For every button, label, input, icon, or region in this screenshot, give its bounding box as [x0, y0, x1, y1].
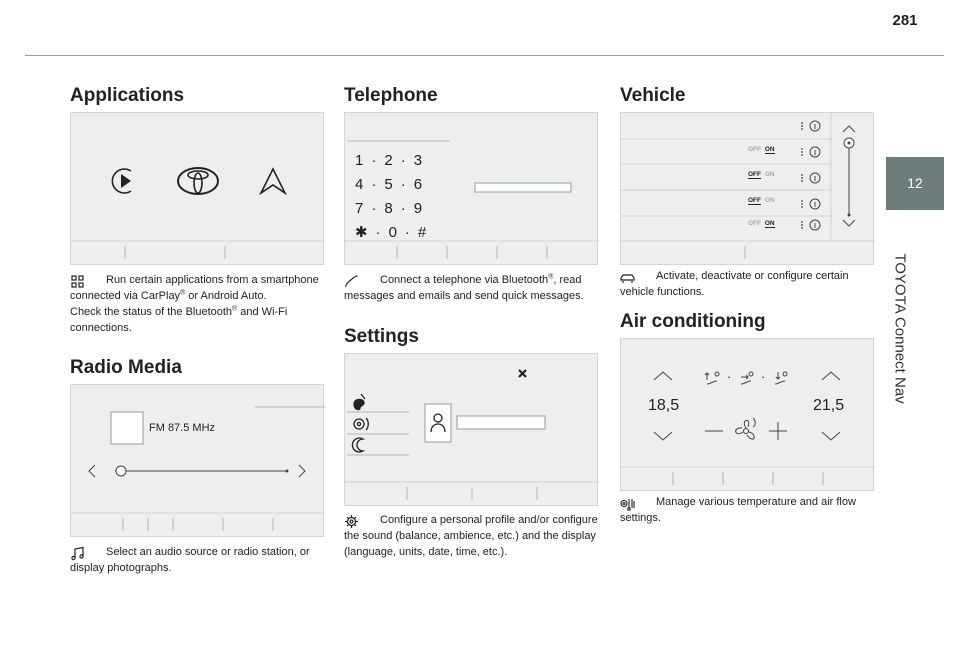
temp-left-up-icon[interactable] [654, 372, 672, 380]
close-icon[interactable] [519, 370, 526, 377]
key-3[interactable]: 3 [413, 152, 423, 169]
toggle-off-label: OFF [748, 220, 761, 227]
key-8[interactable]: 8 [384, 200, 393, 217]
settings-description [344, 512, 600, 560]
key-7[interactable]: 7 [355, 200, 364, 217]
applications-description [70, 272, 324, 336]
chapter-tab: 12 [886, 157, 944, 210]
key-1[interactable]: 1 [355, 152, 364, 169]
key-separator: · [375, 224, 381, 241]
key-hash[interactable]: # [417, 224, 427, 241]
vehicle-desc-text: Activate, deactivate or configure certain vehicle functions. [620, 270, 849, 298]
settings-title: Settings [344, 326, 419, 347]
toggle-switch[interactable] [748, 197, 775, 204]
next-arrow-icon[interactable] [299, 465, 305, 477]
applications-desc-3: Check the status of the Bluetooth [70, 306, 233, 318]
info-icon[interactable] [810, 173, 820, 183]
page-number: 281 [892, 12, 918, 29]
theme-palette-icon[interactable] [354, 394, 365, 410]
android-auto-icon[interactable] [261, 169, 285, 193]
profile-card[interactable] [425, 404, 451, 442]
registered-mark: ® [232, 305, 238, 313]
telephone-description [344, 272, 600, 304]
radio-media-screen [70, 384, 324, 537]
key-separator: · [371, 176, 377, 193]
airflow-up-icon[interactable] [705, 372, 719, 384]
applications-screen [70, 112, 324, 265]
telephone-screen [344, 112, 598, 265]
airflow-separator: · [727, 369, 732, 384]
radio-media-title: Radio Media [70, 357, 182, 378]
temperature-right: 21,5 [813, 397, 845, 414]
airflow-separator: · [761, 369, 766, 384]
registered-mark: ® [548, 273, 554, 281]
fan-increase-icon[interactable] [769, 422, 787, 440]
temperature-left: 18,5 [648, 397, 680, 414]
key-separator: · [400, 200, 406, 217]
key-star[interactable]: ✱ [355, 224, 368, 241]
row-menu-icon[interactable] [801, 174, 803, 182]
air-conditioning-desc-text: Manage various temperature and air flow settings. [620, 496, 856, 524]
vehicle-title: Vehicle [620, 85, 686, 106]
chapter-title: TOYOTA Connect Nav [891, 253, 909, 404]
number-display-field[interactable] [475, 183, 571, 192]
row-menu-icon[interactable] [801, 200, 803, 208]
radio-media-desc-text: Select an audio source or radio station, or display photographs. [70, 546, 310, 574]
key-4[interactable]: 4 [355, 176, 364, 193]
vehicle-description [620, 268, 874, 300]
fan-speed-icon[interactable] [736, 418, 756, 439]
car-icon [620, 270, 635, 285]
row-menu-icon[interactable] [801, 122, 803, 130]
info-icon[interactable] [810, 121, 820, 131]
temp-right-down-icon[interactable] [822, 432, 840, 440]
toyota-logo-icon[interactable] [178, 168, 218, 194]
info-icon[interactable] [810, 220, 820, 230]
station-frequency: FM 87.5 MHz [149, 422, 216, 434]
key-separator: · [400, 176, 406, 193]
climate-control-icon [620, 496, 638, 511]
phone-handset-icon [344, 274, 359, 289]
telephone-desc-1: Connect a telephone via Bluetooth [380, 274, 549, 286]
slider-end-dot [286, 470, 289, 473]
key-6[interactable]: 6 [413, 176, 423, 193]
chapter-label [880, 220, 920, 460]
scrollbar-end-dot [848, 214, 851, 217]
applications-title: Applications [70, 85, 185, 106]
toggle-off-label: OFF [748, 146, 761, 153]
key-9[interactable]: 9 [413, 200, 423, 217]
toggle-on-label: ON [764, 197, 775, 204]
dial-keypad [355, 149, 426, 245]
telephone-title: Telephone [344, 85, 438, 106]
key-separator: · [404, 224, 410, 241]
toggle-switch[interactable] [748, 171, 775, 178]
toggle-switch[interactable] [748, 220, 775, 227]
key-separator: · [371, 200, 377, 217]
scroll-down-icon[interactable] [843, 220, 855, 226]
key-2[interactable]: 2 [384, 152, 393, 169]
header-rule [25, 55, 944, 56]
row-menu-icon[interactable] [801, 148, 803, 156]
telephone-desc-2: , read messages and emails and send quick messages. [344, 274, 584, 302]
toggle-off-label: OFF [748, 197, 761, 204]
settings-desc-text: Configure a personal profile and/or configure the sound (balance, ambience, etc.) and the display (language, units, date, time, etc.). [344, 514, 598, 558]
previous-arrow-icon[interactable] [89, 465, 95, 477]
night-mode-icon[interactable] [352, 438, 363, 452]
temp-right-up-icon[interactable] [822, 372, 840, 380]
vehicle-screen [620, 112, 874, 265]
profile-name-field[interactable] [457, 416, 545, 429]
air-conditioning-screen [620, 338, 874, 491]
key-separator: · [400, 152, 406, 169]
toggle-off-label: OFF [748, 171, 761, 178]
frequency-slider-knob[interactable] [116, 466, 126, 476]
scrollbar-thumb-dot [848, 142, 851, 145]
toggle-on-label: ON [764, 220, 775, 227]
radio-media-description [70, 544, 326, 576]
applications-desc-1: Run certain applications from a smartphone connected via CarPlay [70, 274, 319, 302]
toggle-on-label: ON [764, 171, 775, 178]
air-conditioning-description [620, 494, 876, 526]
sound-settings-icon[interactable] [354, 418, 368, 430]
scroll-up-icon[interactable] [843, 126, 855, 132]
row-menu-icon[interactable] [801, 221, 803, 229]
key-5[interactable]: 5 [384, 176, 393, 193]
applications-desc-4: and Wi-Fi connections. [70, 306, 288, 334]
registered-mark: ® [180, 289, 186, 297]
toggle-switch[interactable] [748, 146, 775, 153]
key-0[interactable]: 0 [388, 224, 397, 241]
airflow-down-icon[interactable] [775, 372, 787, 384]
station-artwork [111, 412, 143, 444]
key-separator: · [371, 152, 377, 169]
applications-desc-2: or Android Auto. [185, 290, 267, 302]
air-conditioning-title: Air conditioning [620, 311, 766, 332]
applications-grid-icon [70, 274, 85, 289]
music-note-icon [70, 546, 85, 561]
settings-screen [344, 353, 598, 506]
temp-left-down-icon[interactable] [654, 432, 672, 440]
toggle-on-label: ON [764, 146, 775, 153]
info-icon[interactable] [810, 199, 820, 209]
gear-icon [344, 514, 359, 529]
carplay-icon[interactable] [112, 169, 131, 193]
airflow-front-icon[interactable] [741, 372, 753, 384]
info-icon[interactable] [810, 147, 820, 157]
